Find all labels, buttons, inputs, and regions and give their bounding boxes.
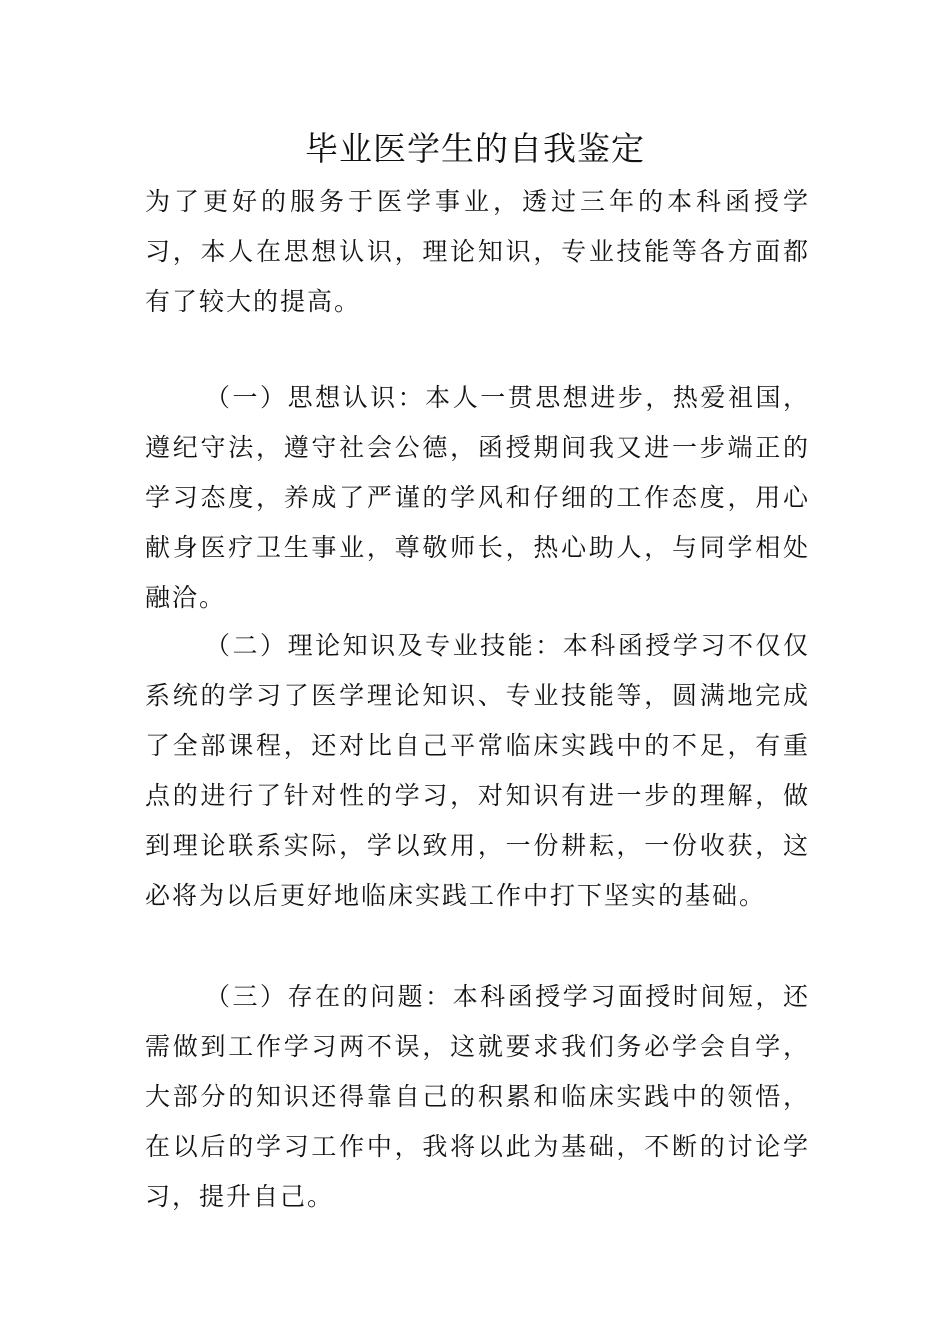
- section-2-paragraph: （二）理论知识及专业技能：本科函授学习不仅仅系统的学习了医学理论知识、专业技能等，圆满地完成了全部课程，还对比自己平常临床实践中的不足，有重点的进行了针对性的学习，对知识有进一步的理解，做到理论联系实际，学以致用，一份耕耘，一份收获，这必将为以后更好地临床实践工作中打下坚实的基础。: [145, 631, 810, 910]
- intro-paragraph: 为了更好的服务于医学事业，透过三年的本科函授学习，本人在思想认识，理论知识，专业技能等各方面都有了较大的提高。: [145, 187, 810, 316]
- document-title: 毕业医学生的自我鉴定: [305, 129, 645, 168]
- section-3-paragraph: （三）存在的问题：本科函授学习面授时间短，还需做到工作学习两不误，这就要求我们务必学会自学，大部分的知识还得靠自己的积累和临床实践中的领悟，在以后的学习工作中，我将以此为基础，不断的讨论学习，提升自己。: [145, 982, 810, 1211]
- section-1-paragraph: （一）思想认识：本人一贯思想进步，热爱祖国，遵纪守法，遵守社会公德，函授期间我又进一步端正的学习态度，养成了严谨的学风和仔细的工作态度，用心献身医疗卫生事业，尊敬师长，热心助人，与同学相处融洽。: [145, 383, 810, 612]
